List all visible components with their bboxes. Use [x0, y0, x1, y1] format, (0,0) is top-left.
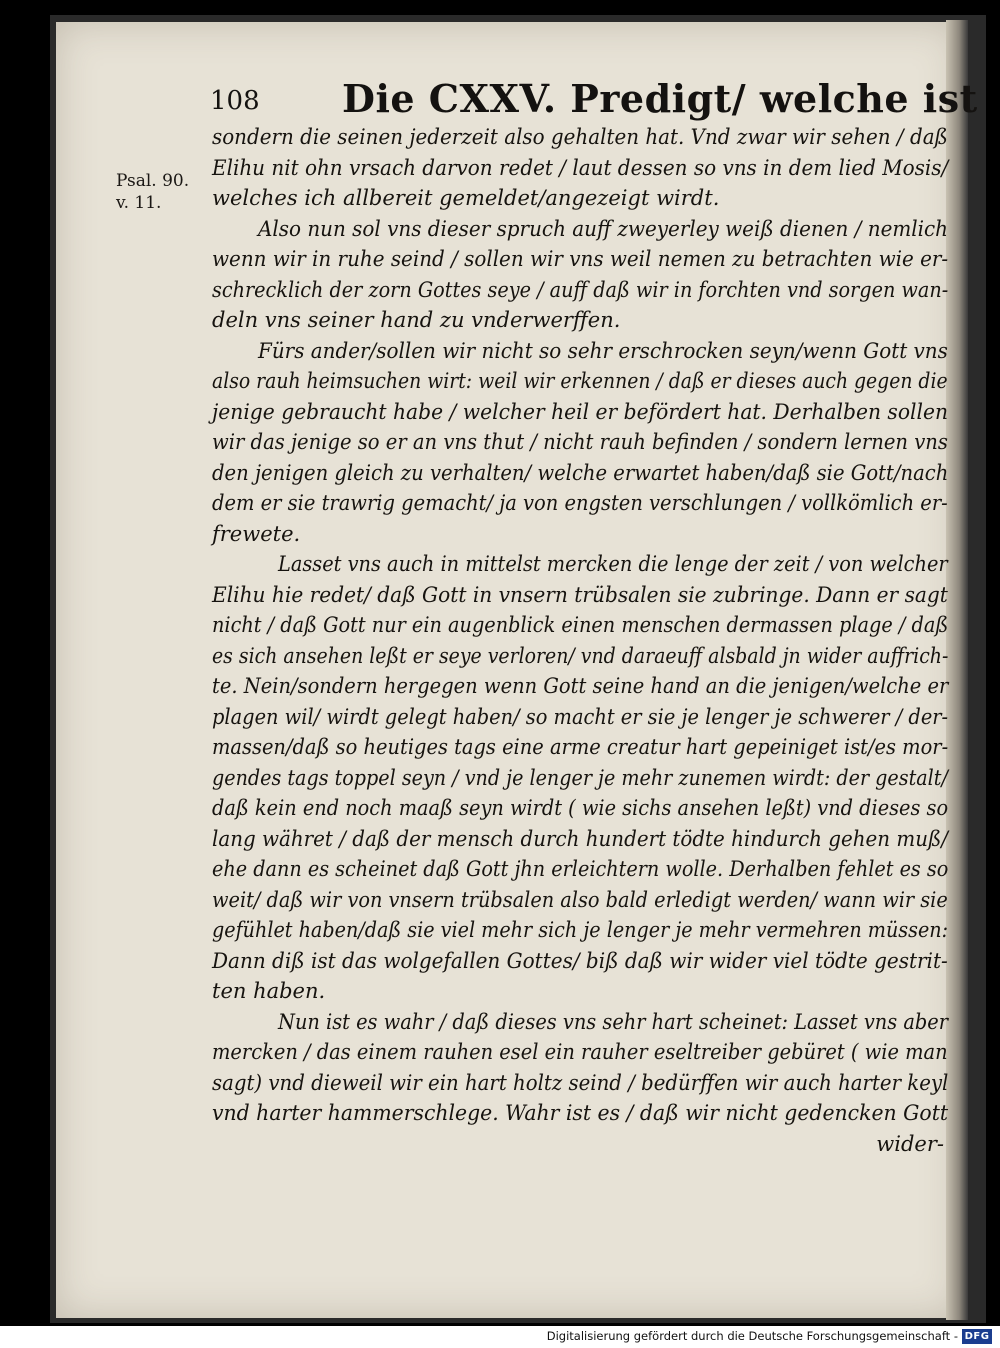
text-line: Elihu hie redet/ daß Gott in vnsern trübsalen sie zubringe. Dann er sagt: [212, 582, 948, 607]
text-line: jenige gebraucht habe / welcher heil er befördert hat. Derhalben sollen: [212, 399, 949, 424]
text-line: plagen wil/ wirdt gelegt haben/ so macht er sie je lenger je schwerer / der-: [212, 704, 949, 729]
text-line: te. Nein/sondern hergegen wenn Gott seine hand an die jenigen/welche er: [212, 674, 949, 698]
text-line: Nun ist es wahr / daß dieses vns sehr hart scheinet: Lasset vns aber: [278, 1009, 948, 1034]
margin-note-line: v. 11.: [116, 193, 162, 213]
text-line: den jenigen gleich zu verhalten/ welche erwartet haben/daß sie Gott/nach: [212, 460, 949, 485]
text-line: wenn wir in ruhe seind / sollen wir vns weil nemen zu betrachten wie er-: [212, 247, 949, 271]
text-line: schrecklich der zorn Gottes seye / auff daß wir in forchten vnd sorgen wan-: [212, 277, 949, 302]
text-line: Lasset vns auch in mittelst mercken die lenge der zeit / von welcher: [278, 552, 948, 576]
text-line: gefühlet haben/daß sie viel mehr sich je lenger je mehr vermehren müssen:: [212, 918, 949, 942]
page-header: [210, 72, 978, 122]
text-line: dem er sie trawrig gemacht/ ja von engsten verschlungen / vollkömlich er-: [212, 491, 948, 515]
text-line: gendes tags toppel seyn / vnd je lenger je mehr zunemen wirdt: der gestalt/: [212, 765, 948, 790]
text-line: mercken / das einem rauhen esel ein rauher eseltreiber gebüret ( wie man: [212, 1040, 948, 1064]
text-line: daß kein end noch maaß seyn wirdt ( wie sichs ansehen leßt) vnd dieses so: [212, 796, 949, 820]
text-line: also rauh heimsuchen wirt: weil wir erkennen / daß er dieses auch gegen die: [212, 369, 948, 393]
text-line: welches ich allbereit gemeldet/angezeigt wirdt.: [212, 186, 720, 210]
funding-credit: Digitalisierung gefördert durch die Deutsche Forschungsgemeinschaft -: [546, 1329, 958, 1343]
dfg-logo: DFG: [962, 1329, 992, 1344]
margin-note-line: Psal. 90.: [116, 171, 190, 191]
text-line: Fürs ander/sollen wir nicht so sehr erschrocken seyn/wenn Gott vns: [258, 338, 948, 363]
text-line: vnd harter hammerschlege. Wahr ist es / daß wir nicht gedencken Gott: [212, 1101, 949, 1125]
text-line: Also nun sol vns dieser spruch auff zweyerley weiß dienen / nemlich: [258, 216, 949, 241]
margin-note: [116, 170, 206, 214]
text-line: frewete.: [212, 521, 301, 546]
page-number: 108: [210, 86, 260, 116]
text-line: ehe dann es scheinet daß Gott jhn erleichtern wolle. Derhalben fehlet es so: [212, 857, 949, 881]
running-title: Die CXXV. Predigt/ welche ist: [342, 76, 978, 121]
text-line: wir das jenige so er an vns thut / nicht rauh befinden / sondern lernen vns: [212, 430, 948, 454]
text-line: nicht / daß Gott nur ein augenblick einen menschen dermassen plage / daß: [212, 613, 949, 637]
text-line: Dann diß ist das wolgefallen Gottes/ biß daß wir wider viel tödte gestrit-: [212, 948, 948, 973]
text-line: ten haben.: [212, 979, 326, 1003]
text-line: sagt) vnd dieweil wir ein hart holtz seind / bedürffen wir auch harter keyl: [212, 1070, 949, 1095]
text-line: es sich ansehen leßt er seye verloren/ vnd daraeuff alsbald jn wider auffrich-: [212, 643, 949, 668]
digitization-footer: [0, 1326, 1000, 1348]
text-line: lang währet / daß der mensch durch hundert tödte hindurch gehen muß/: [212, 826, 949, 851]
text-line: deln vns seiner hand zu vnderwerffen.: [212, 308, 621, 332]
catchword: wider-: [876, 1131, 944, 1156]
text-line: weit/ daß wir von vnsern trübsalen also bald erledigt werden/ wann wir sie: [212, 887, 948, 912]
sermon-text: [212, 122, 952, 1159]
text-line: massen/daß so heutiges tags eine arme creatur hart gepeiniget ist/es mor-: [212, 735, 949, 759]
text-line: Elihu nit ohn vrsach darvon redet / laut dessen so vns in dem lied Mosis/: [212, 155, 949, 180]
text-line: sondern die seinen jederzeit also gehalten hat. Vnd zwar wir sehen / daß: [212, 125, 948, 149]
